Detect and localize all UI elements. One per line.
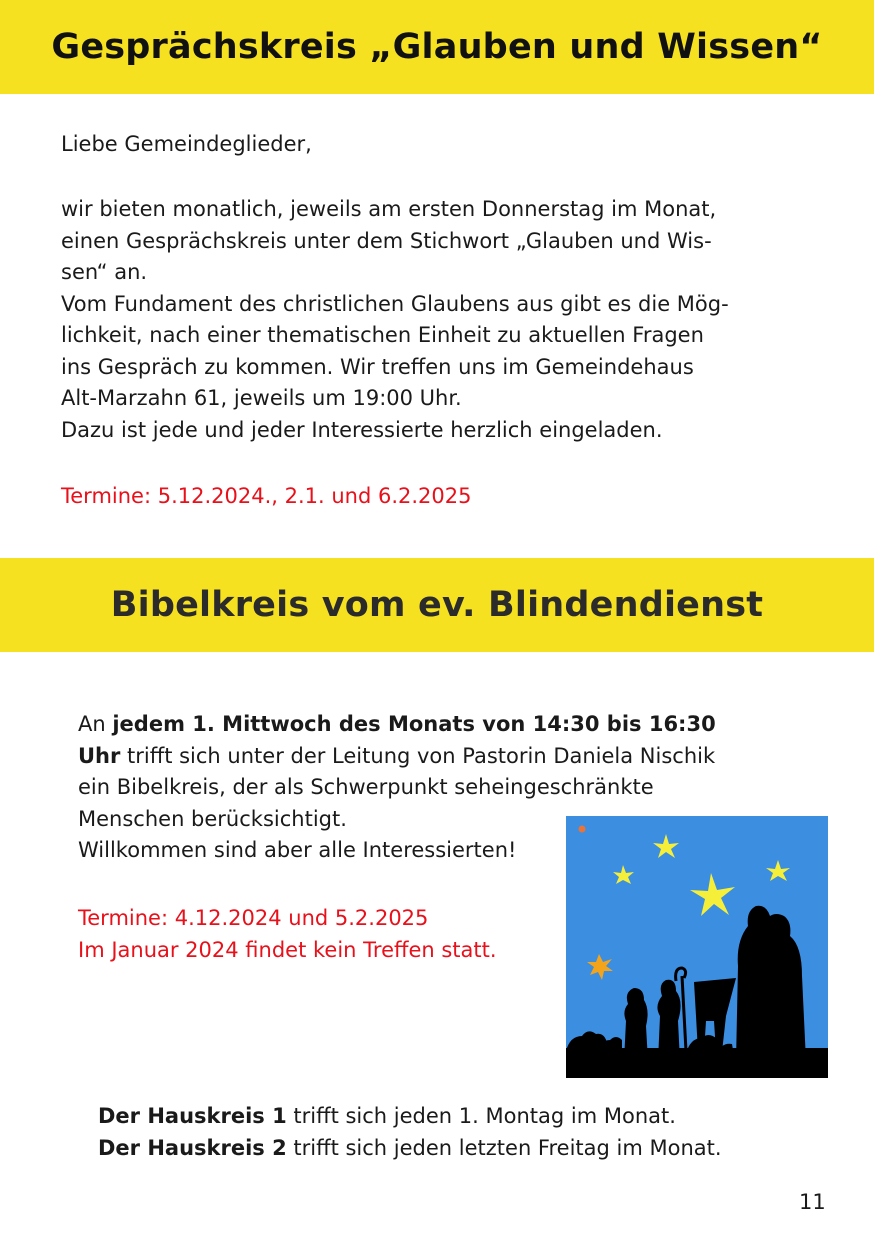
- section-title-bibelkreis: Bibelkreis vom ev. Blindendienst: [110, 585, 764, 625]
- section1-dates: Termine: 5.12.2024., 2.1. und 6.2.2025: [61, 484, 472, 508]
- body-line: Alt-Marzahn 61, jeweils um 19:00 Uhr.: [61, 386, 462, 410]
- body-line: Uhr trifft sich unter der Leitung von Pastorin Daniela Nischik: [78, 743, 716, 768]
- body-line: Willkommen sind aber alle Interessierten!: [78, 838, 517, 862]
- body-line: An jedem 1. Mittwoch des Monats von 14:30 bis 16:30: [78, 712, 716, 736]
- no-meeting-note: Im Januar 2024 findet kein Treffen statt.: [78, 937, 497, 962]
- body-line: sen“ an.: [61, 260, 148, 284]
- section1-body: [61, 194, 729, 446]
- dates-line: Termine: 4.12.2024 und 5.2.2025: [78, 906, 429, 930]
- star-icon: [579, 826, 586, 833]
- section-title-glauben-wissen: Gesprächskreis „Glauben und Wissen“: [51, 27, 823, 67]
- hauskreis-info: [98, 1101, 722, 1164]
- section-banner-glauben-wissen: [0, 0, 874, 94]
- body-line: wir bieten monatlich, jeweils am ersten Donnerstag im Monat,: [61, 197, 717, 221]
- section-banner-bibelkreis: [0, 558, 874, 652]
- hauskreis-2-line: Der Hauskreis 2 trifft sich jeden letzten Freitag im Monat.: [98, 1135, 722, 1160]
- body-line: Vom Fundament des christlichen Glaubens aus gibt es die Mög-: [61, 291, 729, 316]
- body-line: Dazu ist jede und jeder Interessierte herzlich eingeladen.: [61, 417, 663, 442]
- section2-dates: [78, 903, 497, 966]
- body-line: lichkeit, nach einer thematischen Einheit zu aktuellen Fragen: [61, 323, 704, 347]
- body-line: einen Gesprächskreis unter dem Stichwort „Glauben und Wis-: [61, 228, 712, 253]
- hauskreis-1-line: Der Hauskreis 1 trifft sich jeden 1. Montag im Monat.: [98, 1104, 676, 1128]
- greeting: Liebe Gemeindeglieder,: [61, 132, 312, 156]
- body-line: Menschen berücksichtigt.: [78, 806, 347, 831]
- page-number: 11: [799, 1190, 826, 1214]
- body-line: ein Bibelkreis, der als Schwerpunkt seheingeschränkte: [78, 775, 654, 799]
- nativity-silhouette-icon: [566, 816, 828, 1078]
- meeting-time-bold: jedem 1. Mittwoch des Monats von 14:30 bis 16:30: [112, 712, 716, 736]
- body-line: ins Gespräch zu kommen. Wir treffen uns im Gemeindehaus: [61, 354, 694, 379]
